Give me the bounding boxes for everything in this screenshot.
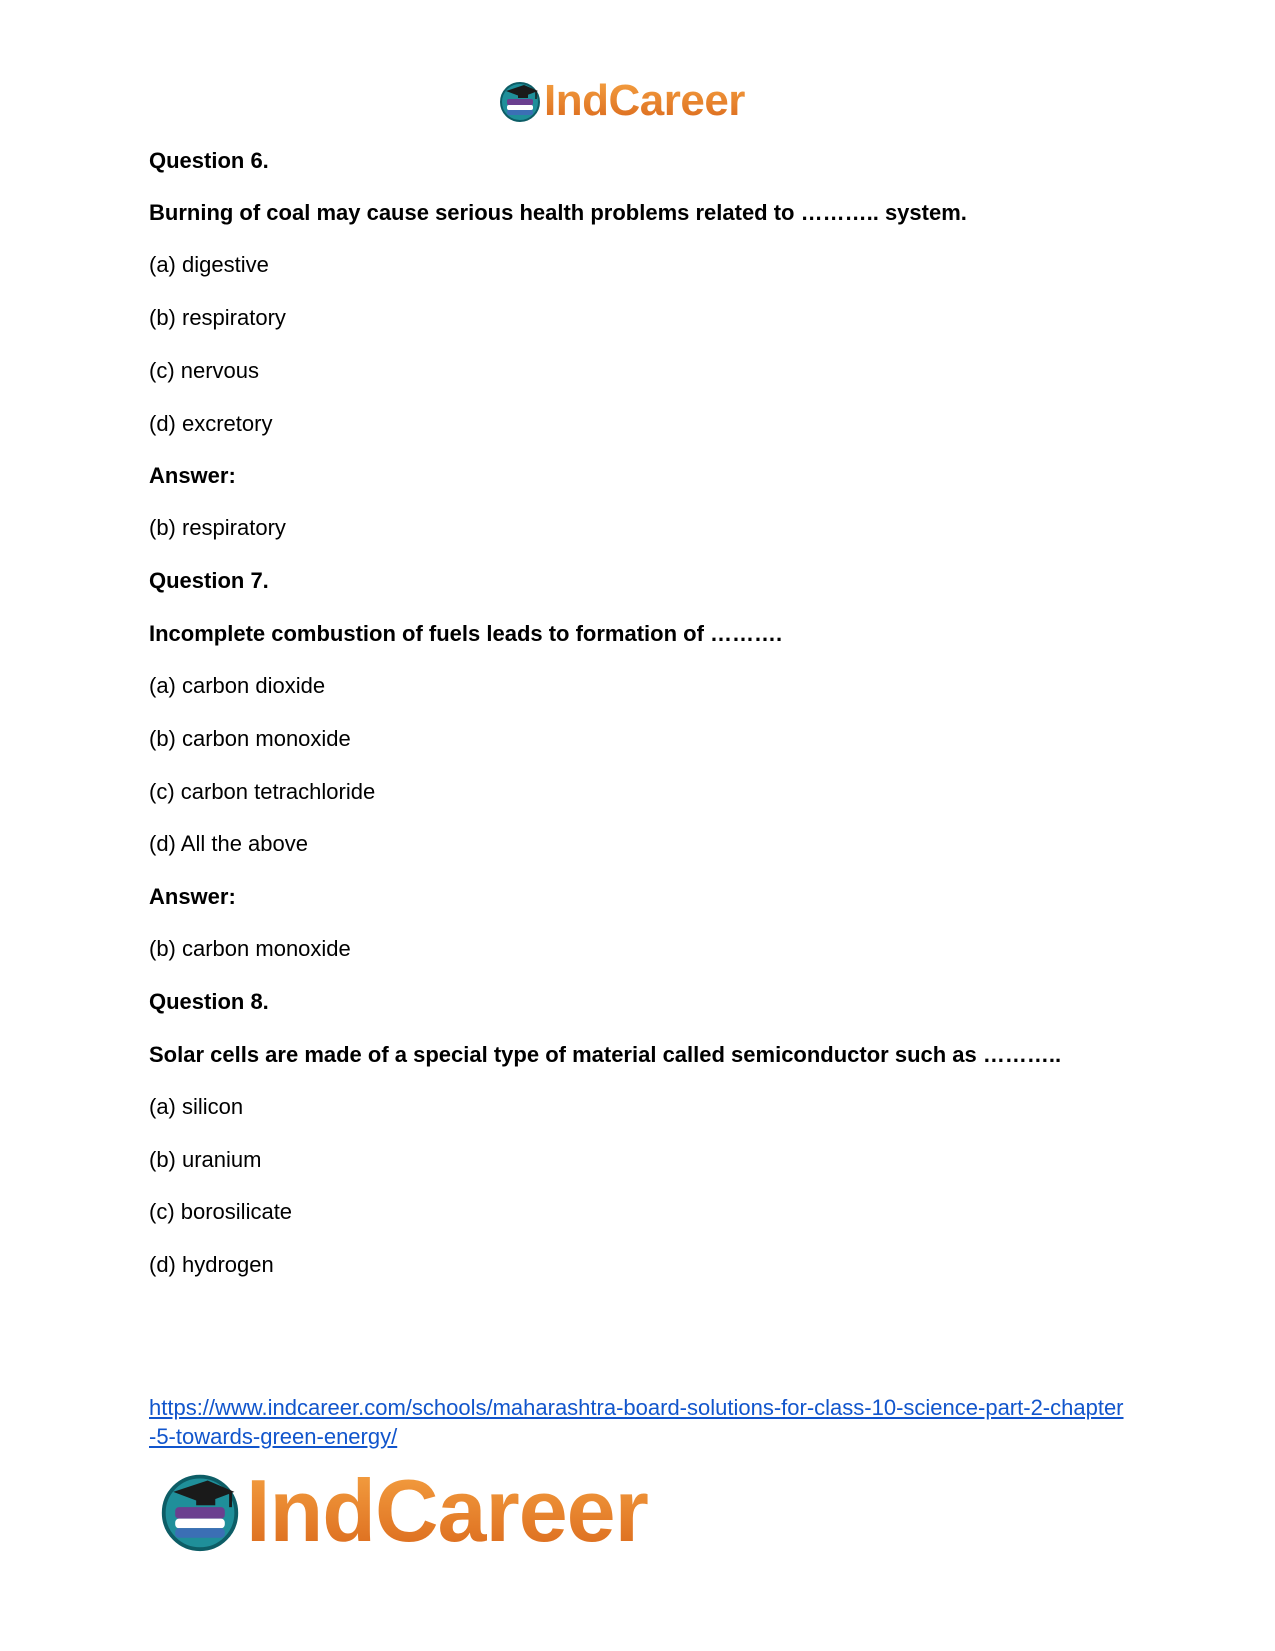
logo-wordmark: IndCareer (544, 76, 745, 125)
source-link[interactable]: https://www.indcareer.com/schools/maharashtra-board-solutions-for-class-10-science-part-2-chapter-5-towards-green-energy/ (149, 1395, 1124, 1449)
answer-label: Answer: (149, 463, 236, 488)
footer-logo (158, 1461, 648, 1560)
graduation-book-icon (158, 1469, 242, 1553)
question-text: Solar cells are made of a special type of material called semiconductor such as ……….. (149, 1042, 1062, 1067)
option-item: (d) excretory (149, 411, 273, 436)
question-text: Incomplete combustion of fuels leads to formation of ………. (149, 621, 783, 646)
option-item: (a) digestive (149, 252, 269, 277)
question-label: Question 7. (149, 568, 269, 593)
option-item: (a) carbon dioxide (149, 673, 326, 698)
answer-text: (b) carbon monoxide (149, 936, 351, 961)
graduation-book-icon (498, 79, 542, 123)
logo-wordmark: IndCareer (246, 1461, 648, 1560)
answer-text: (b) respiratory (149, 515, 286, 540)
option-item: (b) uranium (149, 1147, 262, 1172)
option-item: (b) carbon monoxide (149, 726, 351, 751)
question-text: Burning of coal may cause serious health problems related to ……….. system. (149, 200, 967, 225)
answer-label: Answer: (149, 884, 236, 909)
question-label: Question 8. (149, 989, 269, 1014)
option-item: (a) silicon (149, 1094, 244, 1119)
question-label: Question 6. (149, 148, 269, 173)
option-item: (c) nervous (149, 358, 260, 383)
option-item: (c) carbon tetrachloride (149, 779, 376, 804)
option-item: (b) respiratory (149, 305, 286, 330)
header-logo (498, 78, 745, 124)
option-item: (d) All the above (149, 831, 308, 856)
option-item: (c) borosilicate (149, 1199, 293, 1224)
option-item: (d) hydrogen (149, 1252, 274, 1277)
